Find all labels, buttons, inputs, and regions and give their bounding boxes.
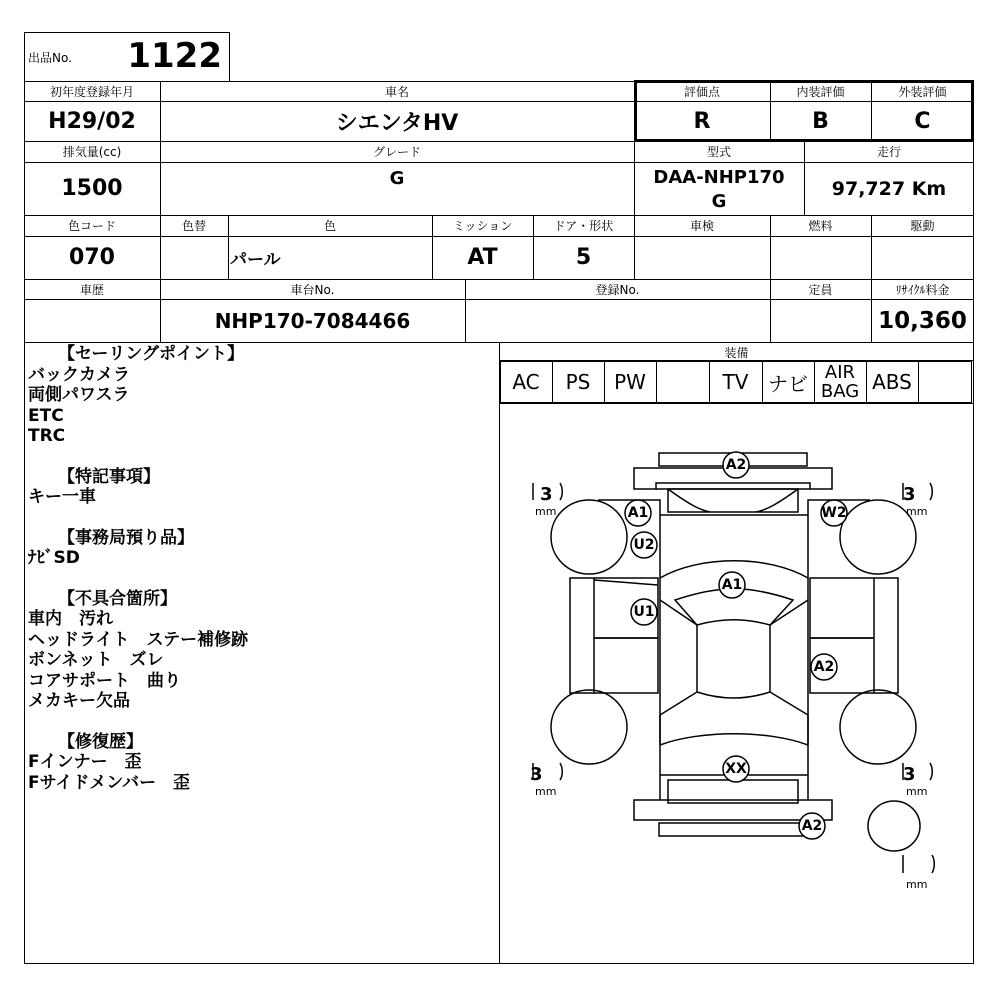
- selling-points-heading: 【セーリングポイント】: [58, 344, 244, 364]
- plate-label: 登録No.: [595, 282, 640, 297]
- tire-depth-front-left: 3: [540, 484, 553, 505]
- inspection-label: 車検: [689, 219, 714, 233]
- recolor-label: 色替: [181, 219, 206, 233]
- car-name-value: シエンタHV: [335, 110, 459, 136]
- mileage-label: 走行: [876, 145, 901, 159]
- mission-label: ミッション: [452, 219, 513, 233]
- grade-value: G: [389, 167, 405, 189]
- note-line: ETC: [28, 405, 64, 426]
- mark-rear-bumper: A2: [801, 818, 823, 834]
- score-label: 評価点: [683, 84, 720, 99]
- office-items-heading: 【事務局預り品】: [58, 527, 194, 548]
- capacity-label: 定員: [808, 282, 833, 297]
- equip-pw: PW: [614, 370, 646, 394]
- inspection-value: [634, 236, 770, 279]
- plate-value: [465, 299, 770, 343]
- equip-airbag-1: AIR: [824, 362, 856, 383]
- note-line: 車内 汚れ: [28, 609, 113, 629]
- history-label: 車歴: [79, 282, 104, 297]
- interior-label: 内装評価: [796, 84, 845, 99]
- unit-mm-front-right: mm: [906, 505, 928, 518]
- mark-right-side: A2: [813, 659, 835, 675]
- car-damage-diagram: [500, 404, 973, 962]
- note-line: 両側パワスラ: [28, 385, 130, 405]
- equip-navi: ナビ: [768, 371, 808, 396]
- mark-front-right-fender: W2: [821, 505, 847, 521]
- tire-depth-rear-left: 3: [530, 764, 543, 785]
- lot-number: 1122: [127, 36, 222, 76]
- equipment-label: 装備: [724, 345, 749, 360]
- equip-airbag-2: BAG: [820, 381, 860, 402]
- notes-panel: [28, 344, 498, 793]
- interior-value: B: [812, 108, 829, 134]
- note-line: メカキー欠品: [28, 691, 130, 711]
- history-value: [24, 299, 160, 343]
- fuel-label: 燃料: [808, 219, 833, 233]
- note-line: ヘッドライト ステー補修跡: [28, 629, 249, 650]
- unit-mm-spare: mm: [906, 878, 928, 891]
- exterior-value: C: [914, 108, 931, 134]
- mark-front-left-inner: U2: [633, 537, 655, 553]
- special-notes-heading: 【特記事項】: [58, 466, 160, 487]
- door-label: ドア・形状: [553, 219, 614, 233]
- reg-date-label: 初年度登録年月: [49, 84, 134, 99]
- drive-label: 駆動: [910, 219, 935, 233]
- capacity-value: [770, 299, 871, 343]
- note-line: Fサイドメンバー 歪: [28, 772, 191, 793]
- cc-label: 排気量(cc): [62, 145, 122, 159]
- unit-mm-front-left: mm: [535, 505, 557, 518]
- door-value: 5: [575, 245, 592, 270]
- color-code-value: 070: [69, 245, 115, 270]
- recolor-value: [160, 236, 228, 279]
- mark-hood: A1: [721, 577, 743, 593]
- color-code-label: 色コード: [67, 219, 116, 233]
- equip-empty-1: [656, 361, 709, 403]
- tire-depth-front-right: 3: [903, 484, 916, 505]
- repair-history-heading: 【修復歴】: [58, 731, 143, 752]
- defects-heading: 【不具合箇所】: [58, 588, 177, 609]
- lot-label: 出品No.: [28, 50, 72, 65]
- mark-rear: XX: [725, 761, 747, 777]
- mark-front-left-fender: A1: [627, 505, 649, 521]
- grade-label: グレード: [372, 145, 421, 159]
- note-line: Fインナー 歪: [28, 752, 142, 772]
- car-name-label: 車名: [384, 84, 409, 99]
- equip-ac: AC: [512, 370, 540, 394]
- tire-depth-rear-right: 3: [903, 764, 916, 785]
- chassis-label: 車台No.: [290, 282, 335, 297]
- mark-left-side: U1: [633, 604, 655, 620]
- mileage-value: 97,727 Km: [831, 177, 947, 200]
- drive-value: [871, 236, 974, 279]
- equip-abs: ABS: [872, 370, 912, 394]
- color-value: パール: [230, 250, 281, 270]
- note-line: TRC: [28, 426, 66, 446]
- mission-value: AT: [467, 245, 498, 270]
- recycle-label: ﾘｻｲｸﾙ料金: [895, 282, 950, 297]
- color-label: 色: [323, 219, 336, 233]
- reg-date-value: H29/02: [48, 108, 136, 134]
- cc-value: 1500: [61, 176, 123, 201]
- note-line: ボンネット ズレ: [28, 650, 164, 670]
- mark-front-bumper: A2: [725, 457, 747, 473]
- recycle-value: 10,360: [878, 308, 967, 334]
- equip-empty-2: [918, 361, 972, 403]
- unit-mm-rear-left: mm: [535, 785, 557, 798]
- score-value: R: [693, 108, 711, 134]
- note-line: ﾅﾋﾞSD: [28, 548, 80, 568]
- equip-ps: PS: [565, 370, 591, 394]
- equip-tv: TV: [722, 370, 749, 394]
- unit-mm-rear-right: mm: [906, 785, 928, 798]
- note-line: バックカメラ: [28, 364, 130, 385]
- note-line: コアサポート 曲り: [28, 670, 181, 691]
- chassis-value: NHP170-7084466: [214, 309, 411, 333]
- model-label: 型式: [706, 145, 731, 159]
- model-value-1: DAA-NHP170: [653, 166, 785, 188]
- note-line: キー一車: [28, 487, 96, 507]
- fuel-value: [770, 236, 871, 279]
- model-value-2: G: [711, 190, 727, 212]
- exterior-label: 外装評価: [898, 84, 947, 99]
